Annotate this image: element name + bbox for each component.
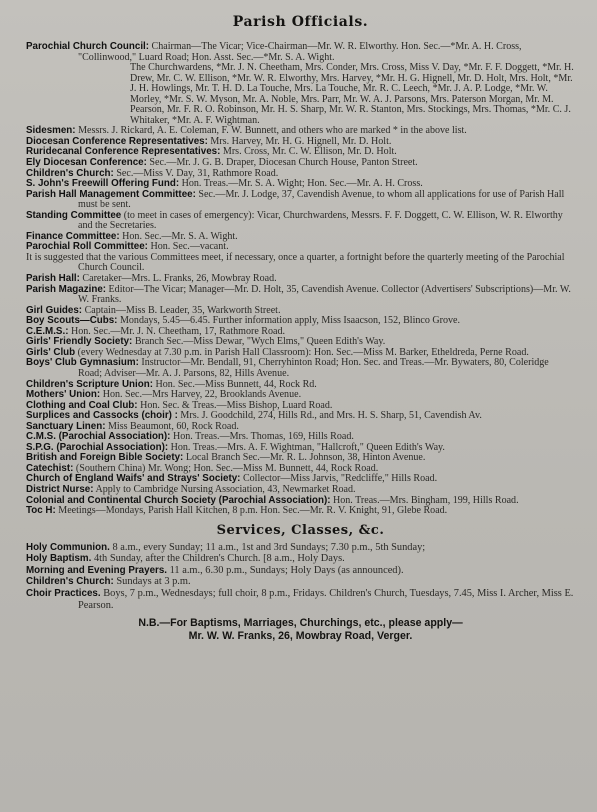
nb-line-2: Mr. W. W. Franks, 26, Mowbray Road, Verger.	[188, 630, 413, 643]
entry-heading: Surplices and Cassocks (choir) :	[26, 410, 178, 422]
entry-heading: Holy Baptism.	[26, 553, 92, 565]
entry-item	[26, 285, 575, 306]
entry-extra-text: The Churchwardens, *Mr. J. N. Cheetham, Mrs. Conder, Mrs. Cross, Miss V. Day, *Mr. F. F. Doggett, *Mr. H. Drew, Mr. C. W. Ellison, *Mr. W. R. Elworthy, Mrs. Harvey, *Mr. H. G. Hignell, Mr. D. Holt, Mrs. Holt, *Mr. J. H. Howlings, Mr. T. H. D. La Touche, Mrs. La Touche, Mr. R. C. Leech, *Mr. J. A. P. Lodge, *Mr. W. Morley, *Mr. S. W. Myson, Mr. A. Noble, Mrs. Parr, Mr. W. A. J. Parsons, Mrs. Paterson Morgan, Mr. M. Pearson, Mr. F. R. O. Robinson, Mr. H. S. Sharp, Mr. W. R. Stanton, Mrs. Stockings, Mrs. Thomas, *Mr. C. J. Whitaker, *Mr. A. F. Wightman.	[130, 62, 574, 126]
entry-item	[26, 211, 575, 232]
nb-notice	[26, 617, 575, 643]
entry-heading: Ruridecanal Conference Representatives:	[26, 146, 221, 158]
entry-heading: Parish Magazine:	[26, 283, 107, 295]
entry-heading: British and Foreign Bible Society:	[26, 452, 184, 464]
entry-heading: Parish Hall:	[26, 273, 80, 285]
entry-item	[26, 553, 575, 565]
entry-text: 8 a.m., every Sunday; 11 a.m., 1st and 3rd Sundays; 7.30 p.m., 5th Sunday;	[112, 541, 426, 553]
entry-heading: Mothers' Union:	[26, 389, 101, 401]
entry-heading: Ely Diocesan Conference:	[26, 157, 147, 169]
entry-heading: Clothing and Coal Club:	[26, 399, 138, 411]
entry-text: (to meet in cases of emergency): Vicar, Churchwardens, Messrs. F. F. Doggett, C. W. Ellison, W. R. Elworthy and the Secretaries.	[78, 209, 563, 232]
entry-text: 11 a.m., 6.30 p.m., Sundays; Holy Days (as announced).	[169, 564, 404, 576]
entry-text: Caretaker—Mrs. L. Franks, 26, Mowbray Road.	[82, 273, 277, 285]
entry-heading: Children's Scripture Union:	[26, 378, 153, 390]
entry-text: Mrs. J. Goodchild, 274, Hills Rd., and Mrs. H. S. Sharp, 51, Cavendish Av.	[180, 410, 482, 422]
entry-heading: Colonial and Continental Church Society (Parochial Association):	[26, 494, 331, 506]
entry-text: Editor—The Vicar; Manager—Mr. D. Holt, 35, Cavendish Avenue. Collector (Advertisers' Subscriptions)—Mr. W. W. Franks.	[78, 283, 571, 306]
entry-text: Sec.—Mr. J. G. B. Draper, Diocesan Church House, Panton Street.	[149, 157, 418, 169]
officials-list	[26, 42, 575, 517]
entry-text: Hon. Sec.—Mr. S. A. Wight.	[122, 230, 238, 242]
entry-text: Chairman—The Vicar; Vice-Chairman—Mr. W. R. Elworthy. Hon. Sec.—*Mr. A. H. Cross, "Collinwood," Luard Road; Hon. Asst. Sec.—*Mr. S. A. Wight.	[78, 41, 522, 63]
entry-item	[26, 190, 575, 211]
entry-item	[26, 576, 575, 588]
entry-text: Mondays, 5.45—6.45. Further information apply, Miss Isaacson, 152, Blinco Grove.	[119, 315, 461, 327]
entry-heading: S. John's Freewill Offering Fund:	[26, 178, 180, 190]
entry-text: It is suggested that the various Committees meet, if necessary, once a quarter, a fortnight before the quarterly meeting of the Parochial Church Council.	[26, 251, 565, 274]
entry-text: Hon. Sec.—Miss Bunnett, 44, Rock Rd.	[155, 378, 317, 390]
entry-heading: Parochial Roll Committee:	[26, 241, 148, 253]
entry-text: Hon. Treas.—Mrs. A. F. Wightman, "Hallcroft," Queen Edith's Way.	[170, 441, 445, 453]
entry-heading: Catechist:	[26, 462, 74, 474]
entry-text: Sundays at 3 p.m.	[116, 576, 191, 588]
services-title: Services, Classes, &c.	[216, 522, 385, 538]
entry-text: 4th Sunday, after the Children's Church. [8 a.m., Holy Days.	[93, 553, 345, 565]
entry-heading: Girls' Friendly Society:	[26, 336, 133, 348]
entry-text: Sec.—Miss V. Day, 31, Rathmore Road.	[116, 167, 279, 179]
entry-text: Branch Sec.—Miss Dewar, "Wych Elms," Queen Edith's Way.	[134, 336, 386, 348]
entry-heading: Children's Church:	[26, 576, 114, 588]
entry-text: Hon. Treas.—Mrs. Thomas, 169, Hills Road.	[172, 431, 354, 443]
entry-heading: Finance Committee:	[26, 230, 120, 242]
entry-heading: Sidesmen:	[26, 125, 76, 137]
entry-heading: Morning and Evening Prayers.	[26, 564, 167, 576]
entry-text: Captain—Miss B. Leader, 35, Warkworth Street.	[84, 304, 281, 316]
entry-item	[26, 506, 575, 517]
entry-text: Meetings—Mondays, Parish Hall Kitchen, 8 p.m. Hon. Sec.—Mr. R. V. Knight, 91, Glebe Road.	[58, 505, 448, 517]
entry-heading: S.P.G. (Parochial Association):	[26, 441, 169, 453]
entry-heading: Girls' Club	[26, 346, 76, 358]
entry-heading: District Nurse:	[26, 483, 94, 495]
entry-heading: C.E.M.S.:	[26, 325, 69, 337]
entry-heading: Toc H:	[26, 505, 56, 517]
entry-heading: Diocesan Conference Representatives:	[26, 135, 208, 147]
entry-heading: Standing Committee	[26, 209, 122, 221]
nb-line-1: N.B.—For Baptisms, Marriages, Churchings, etc., please apply—	[138, 617, 463, 630]
entry-text: Hon. Sec.—Mr. J. N. Cheetham, 17, Rathmore Road.	[70, 325, 286, 337]
entry-heading: Choir Practices.	[26, 587, 101, 599]
entry-text: Boys, 7 p.m., Wednesdays; full choir, 8 p.m., Fridays. Children's Church, Tuesdays, 7.45, Miss I. Archer, Miss E. Pearson.	[78, 587, 574, 611]
entry-item	[26, 542, 575, 554]
entry-text: (every Wednesday at 7.30 p.m. in Parish Hall Classroom): Hon. Sec.—Miss M. Barker, Etheldreda, Perne Road.	[77, 346, 529, 358]
entry-heading: Holy Communion.	[26, 541, 110, 553]
entry-heading: Girl Guides:	[26, 304, 83, 316]
page-title: Parish Officials.	[232, 14, 369, 30]
entry-text: Hon. Sec.—vacant.	[150, 241, 229, 253]
entry-text: Hon. Sec.—Mrs Harvey, 22, Brooklands Avenue.	[102, 389, 302, 401]
entry-item	[26, 253, 575, 274]
entry-text: Hon. Sec. & Treas.—Miss Bishop, Luard Road.	[140, 399, 333, 411]
entry-text: Mrs. Harvey, Mr. H. G. Hignell, Mr. D. Holt.	[210, 135, 392, 147]
entry-item	[26, 588, 575, 611]
entry-heading: Parish Hall Management Committee:	[26, 188, 196, 200]
entry-heading: Parochial Church Council:	[26, 41, 150, 52]
entry-item	[26, 565, 575, 577]
entry-text: Collector—Miss Jarvis, "Redcliffe," Hills Road.	[242, 473, 438, 485]
entry-text: Miss Beaumont, 60, Rock Road.	[108, 420, 239, 432]
entry-heading: Church of England Waifs' and Strays' Society:	[26, 473, 241, 485]
entry-heading: Sanctuary Linen:	[26, 420, 106, 432]
entry-text: Sec.—Mr. J. Lodge, 37, Cavendish Avenue, to whom all applications for use of Parish Hall must be sent.	[78, 188, 565, 211]
entry-item	[26, 358, 575, 379]
entry-text: Mrs. Cross, Mr. C. W. Ellison, Mr. D. Holt.	[222, 146, 397, 158]
entry-heading: Boys' Club Gymnasium:	[26, 357, 139, 369]
entry-heading: Children's Church:	[26, 167, 114, 179]
entry-text: Hon. Treas.—Mrs. Bingham, 199, Hills Road.	[332, 494, 519, 506]
entry-item	[26, 42, 575, 126]
entry-text: (Southern China) Mr. Wong; Hon. Sec.—Miss M. Bunnett, 44, Rock Road.	[75, 462, 379, 474]
entry-text: Hon. Treas.—Mr. S. A. Wight; Hon. Sec.—Mr. A. H. Cross.	[181, 178, 423, 190]
entry-text: Instructor—Mr. Bendall, 91, Cherryhinton Road; Hon. Sec. and Treas.—Mr. Bywaters, 80, Coleridge Road; Adviser—Mr. A. J. Parsons, 82, Hills Avenue.	[78, 357, 549, 379]
entry-text: Local Branch Sec.—Mr. R. L. Johnson, 38, Hinton Avenue.	[185, 452, 426, 464]
entry-text: Messrs. J. Rickard, A. E. Coleman, F. W. Bunnett, and others who are marked * in the above list.	[78, 125, 467, 137]
entry-heading: Boy Scouts—Cubs:	[26, 315, 118, 327]
services-list	[26, 542, 575, 612]
entry-text: Apply to Cambridge Nursing Association, 43, Newmarket Road.	[95, 483, 356, 495]
entry-heading: C.M.S. (Parochial Association):	[26, 431, 171, 443]
